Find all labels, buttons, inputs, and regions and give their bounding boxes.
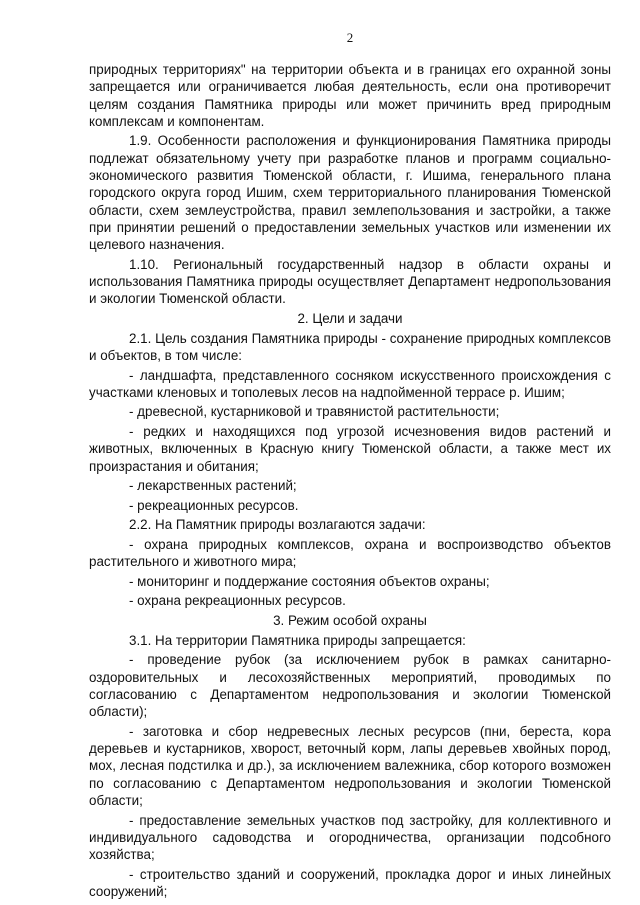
list-item: - редких и находящихся под угрозой исчезновения видов растений и животных, включенных в Красную книгу Тюменской области, а также мест их произрастания и обитания; — [89, 424, 611, 474]
page-number: 2 — [346, 30, 354, 45]
paragraph-1-10: 1.10. Региональный государственный надзор в области охраны и использования Памятника природы осуществляет Департамент недропользования и экологии Тюменской области. — [89, 256, 611, 307]
list-item: - строительство зданий и сооружений, прокладка дорог и иных линейных сооружений; — [89, 866, 611, 899]
list-item: - предоставление земельных участков под застройку, для коллективного и индивидуального садоводства и огородничества, организации подсобного хозяйства; — [89, 812, 611, 863]
paragraph-3-1: 3.1. На территории Памятника природы запрещается: — [129, 632, 466, 648]
list-item: - охрана природных комплексов, охрана и воспроизводство объектов растительного и животного мира; — [89, 536, 611, 570]
section-heading-goals: 2. Цели и задачи — [297, 311, 403, 327]
list-item: - заготовка и сбор недревесных лесных ресурсов (пни, береста, кора деревьев и кустарников, хворост, веточный корм, лапы деревьев хвойных пород, мох, лесная подстилка и др.), за исключением валежника, сбор которого возможен по согласованию с Департаментом недропользования и экологии Тюменской области; — [89, 723, 611, 808]
paragraph-2-2: 2.2. На Памятник природы возлагаются задачи: — [129, 517, 426, 533]
paragraph-2-1: 2.1. Цель создания Памятника природы - сохранение природных комплексов и объектов, в том числе: — [89, 330, 611, 363]
section-heading-protection-regime: 3. Режим особой охраны — [273, 613, 427, 629]
list-item: - ландшафта, представленного сосняком искусственного происхождения с участками кленовых и тополевых лесов на надпойменной террасе р. Ишим; — [89, 367, 611, 400]
paragraph-continuation: природных территориях" на территории объекта и в границах его охранной зоны запрещается или ограничивается любая деятельность, если она противоречит целям создания Памятника природы или может причинить вред природным комплексам и компонентам. — [89, 62, 611, 129]
list-item: - проведение рубок (за исключением рубок в рамках санитарно-оздоровительных и лесохозяйственных мероприятий, проводимых по согласованию с Департаментом недропользования и экологии Тюменской области); — [89, 652, 611, 720]
list-item: - древесной, кустарниковой и травянистой растительности; — [129, 404, 500, 420]
document-body — [89, 61, 611, 903]
list-item: - лекарственных растений; — [129, 478, 297, 494]
list-item: - охрана рекреационных ресурсов. — [129, 593, 346, 609]
list-item: - мониторинг и поддержание состояния объектов охраны; — [129, 573, 490, 589]
list-item: - рекреационных ресурсов. — [129, 497, 299, 513]
paragraph-1-9: 1.9. Особенности расположения и функционирования Памятника природы подлежат обязательному учету при разработке планов и программ социально-экономического развития Тюменской области, г. Ишима, генерального плана городского округа город Ишим, схем территориального планирования Тюменской области, схем землеустройства, правил землепользования и застройки, а также при принятии решений о предоставлении земельных участков или изменении их целевого назначения. — [89, 133, 611, 253]
